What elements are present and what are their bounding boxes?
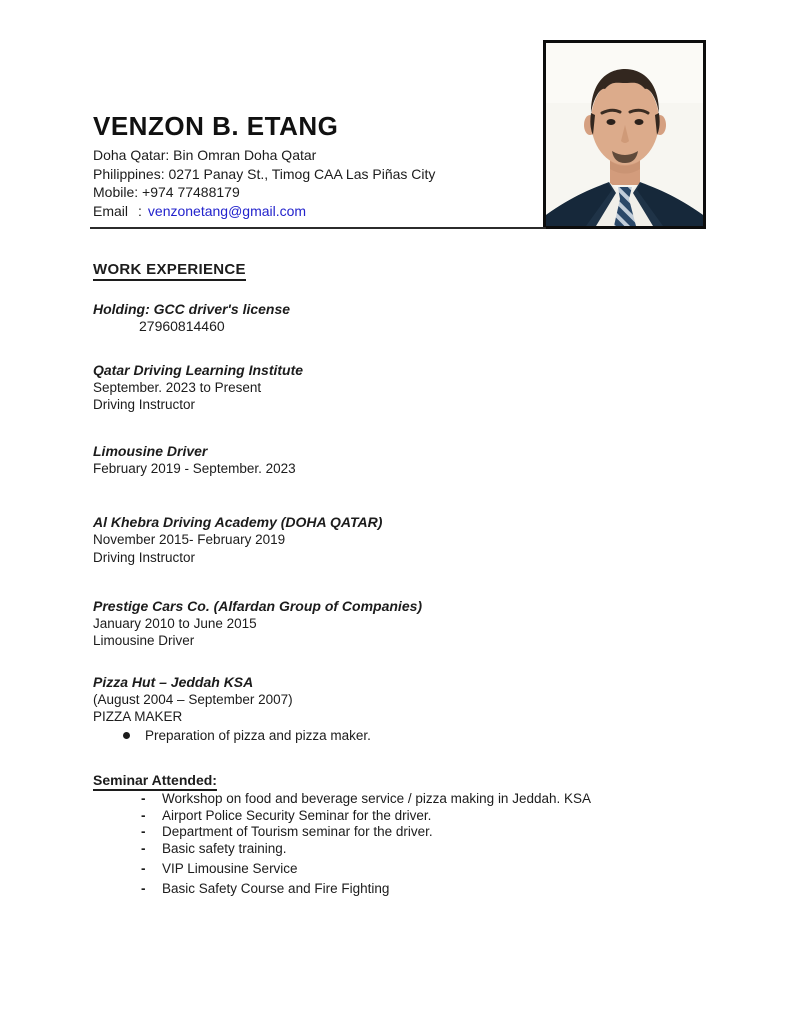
job-dates: February 2019 - September. 2023 (93, 461, 296, 476)
job-entry (93, 674, 653, 744)
job-entry (93, 598, 653, 649)
seminar-list (93, 791, 653, 897)
dash-bullet-icon: - (141, 791, 146, 806)
job-dates: September. 2023 to Present (93, 380, 262, 395)
email-link[interactable]: venzonetang@gmail.com (147, 202, 307, 219)
email-line (93, 202, 653, 221)
job-dates: (August 2004 – September 2007) (93, 692, 293, 707)
address-line-philippines: Philippines: 0271 Panay St., Timog CAA Las Piñas City (93, 165, 436, 182)
address-line-qatar: Doha Qatar: Bin Omran Doha Qatar (93, 147, 317, 163)
list-item (93, 841, 653, 858)
job-bullet-item (93, 727, 653, 744)
seminar-item-text: Airport Police Security Seminar for the driver. (162, 807, 432, 823)
license-block (93, 301, 653, 335)
seminar-item-text: Workshop on food and beverage service / pizza making in Jeddah. KSA (162, 791, 592, 806)
list-item (93, 881, 653, 898)
bullet-icon (123, 732, 130, 739)
seminar-item-text: Department of Tourism seminar for the driver. (162, 824, 433, 839)
job-role: Limousine Driver (93, 633, 195, 648)
list-item (93, 861, 653, 878)
seminar-item-text: Basic Safety Course and Fire Fighting (162, 880, 390, 896)
job-title: Pizza Hut – Jeddah KSA (93, 674, 254, 690)
job-title: Limousine Driver (93, 443, 208, 459)
job-bullet-text: Preparation of pizza and pizza maker. (145, 728, 371, 743)
job-title: Qatar Driving Learning Institute (93, 362, 304, 378)
dash-bullet-icon: - (141, 860, 146, 876)
email-separator: : (138, 202, 142, 219)
page-title: VENZON B. ETANG (93, 111, 339, 141)
dash-bullet-icon: - (141, 880, 146, 896)
job-dates: November 2015- February 2019 (93, 532, 286, 547)
seminar-heading: Seminar Attended: (93, 772, 653, 791)
seminar-item-text: VIP Limousine Service (162, 860, 298, 876)
resume-content (93, 112, 653, 897)
list-item (93, 824, 653, 841)
dash-bullet-icon: - (141, 840, 146, 856)
job-dates: January 2010 to June 2015 (93, 616, 257, 631)
list-item (93, 808, 653, 825)
work-experience-heading: WORK EXPERIENCE (93, 262, 653, 281)
contact-block (93, 146, 653, 220)
seminar-item-text: Basic safety training. (162, 840, 287, 856)
job-role: Driving Instructor (93, 397, 196, 412)
job-title: Prestige Cars Co. (Alfardan Group of Companies) (93, 598, 423, 614)
job-entry (93, 513, 653, 567)
job-entry (93, 443, 653, 477)
list-item (93, 791, 653, 808)
job-role: PIZZA MAKER (93, 709, 183, 724)
dash-bullet-icon: - (141, 824, 146, 839)
dash-bullet-icon: - (141, 807, 146, 823)
license-title: Holding: GCC driver's license (93, 301, 291, 317)
email-label: Email (93, 202, 129, 219)
job-entry (93, 362, 653, 413)
job-title: Al Khebra Driving Academy (DOHA QATAR) (93, 514, 383, 530)
license-number: 27960814460 (139, 318, 225, 334)
job-role: Driving Instructor (93, 550, 196, 565)
mobile-line: Mobile: +974 77488179 (93, 184, 240, 200)
